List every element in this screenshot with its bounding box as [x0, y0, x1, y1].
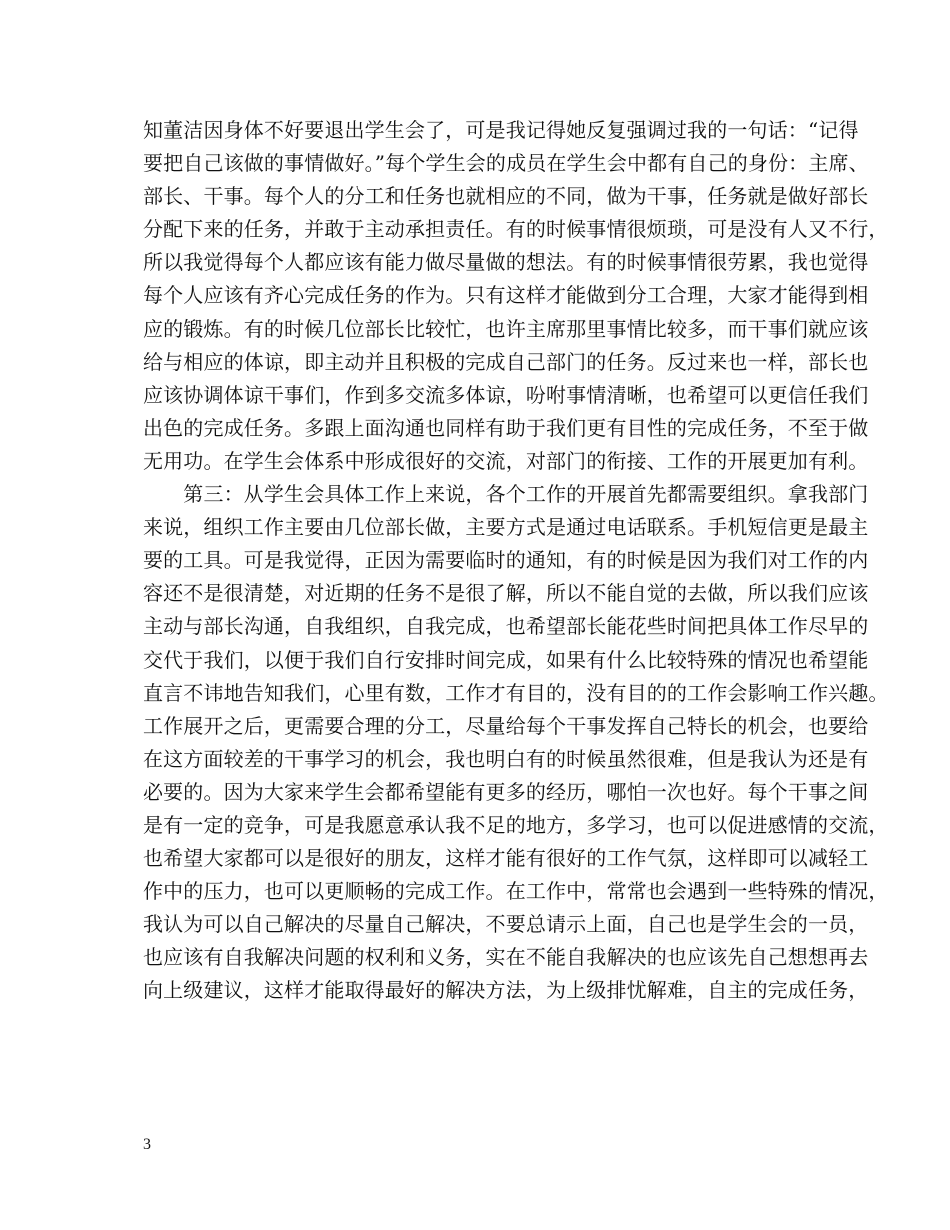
text-line: 在这方面较差的干事学习的机会，我也明白有的时候虽然很难，但是我认为还是有 [143, 746, 869, 771]
text-line: 每个人应该有齐心完成任务的作为。只有这样才能做到分工合理，大家才能得到相 [143, 283, 869, 308]
text-line: 来说，组织工作主要由几位部长做，主要方式是通过电话联系。手机短信更是最主 [143, 515, 869, 540]
text-line: 知董洁因身体不好要退出学生会了，可是我记得她反复强调过我的一句话：“记得 [143, 118, 859, 142]
text-line: 是有一定的竞争，可是我愿意承认我不足的地方，多学习，也可以促进感情的交流， [143, 812, 889, 837]
text-line: 所以我觉得每个人都应该有能力做尽量做的想法。有的时候事情很劳累，我也觉得 [143, 250, 869, 275]
body-text [143, 114, 889, 1008]
text-line: 第三：从学生会具体工作上来说，各个工作的开展首先都需要组织。拿我部门 [143, 482, 869, 507]
text-line: 应该协调体谅干事们，作到多交流多体谅，吩咐事情清晰，也希望可以更信任我们 [143, 382, 869, 407]
text-line: 给与相应的体谅，即主动并且积极的完成自己部门的任务。反过来也一样，部长也 [143, 349, 869, 374]
text-line: 部长、干事。每个人的分工和任务也就相应的不同，做为干事，任务就是做好部长 [143, 184, 869, 209]
text-line: 作中的压力，也可以更顺畅的完成工作。在工作中，常常也会遇到一些特殊的情况， [143, 879, 889, 904]
text-line: 我认为可以自己解决的尽量自己解决，不要总请示上面，自己也是学生会的一员， [143, 912, 869, 937]
text-line: 必要的。因为大家来学生会都希望能有更多的经历，哪怕一次也好。每个干事之间 [143, 779, 869, 804]
text-line: 出色的完成任务。多跟上面沟通也同样有助于我们更有目性的完成任务，不至于做 [143, 415, 869, 440]
text-line: 分配下来的任务，并敢于主动承担责任。有的时候事情很烦琐，可是没有人又不行， [143, 217, 889, 242]
text-line: 要的工具。可是我觉得，正因为需要临时的通知，有的时候是因为我们对工作的内 [143, 548, 869, 573]
page-number: 3 [143, 1136, 151, 1153]
text-line: 无用功。在学生会体系中形成很好的交流，对部门的衔接、工作的开展更加有利。 [143, 448, 869, 473]
text-line: 应的锻炼。有的时候几位部长比较忙，也许主席那里事情比较多，而干事们就应该 [143, 316, 869, 341]
text-line: 直言不讳地告知我们，心里有数，工作才有目的，没有目的的工作会影响工作兴趣。 [143, 680, 889, 705]
text-line: 主动与部长沟通，自我组织，自我完成，也希望部长能花些时间把具体工作尽早的 [143, 614, 869, 639]
text-line: 向上级建议，这样才能取得最好的解决方法，为上级排忧解难，自主的完成任务， [143, 978, 869, 1003]
text-line: 交代于我们，以便于我们自行安排时间完成，如果有什么比较特殊的情况也希望能 [143, 647, 869, 672]
text-line: 容还不是很清楚，对近期的任务不是很了解，所以不能自觉的去做，所以我们应该 [143, 581, 869, 606]
text-line: 要把自己该做的事情做好。”每个学生会的成员在学生会中都有自己的身份：主席、 [143, 151, 869, 176]
text-line: 也应该有自我解决问题的权利和义务，实在不能自我解决的也应该先自己想想再去 [143, 945, 869, 970]
text-line: 也希望大家都可以是很好的朋友，这样才能有很好的工作气氛，这样即可以减轻工 [143, 846, 869, 871]
text-line: 工作展开之后，更需要合理的分工，尽量给每个干事发挥自己特长的机会，也要给 [143, 713, 869, 738]
